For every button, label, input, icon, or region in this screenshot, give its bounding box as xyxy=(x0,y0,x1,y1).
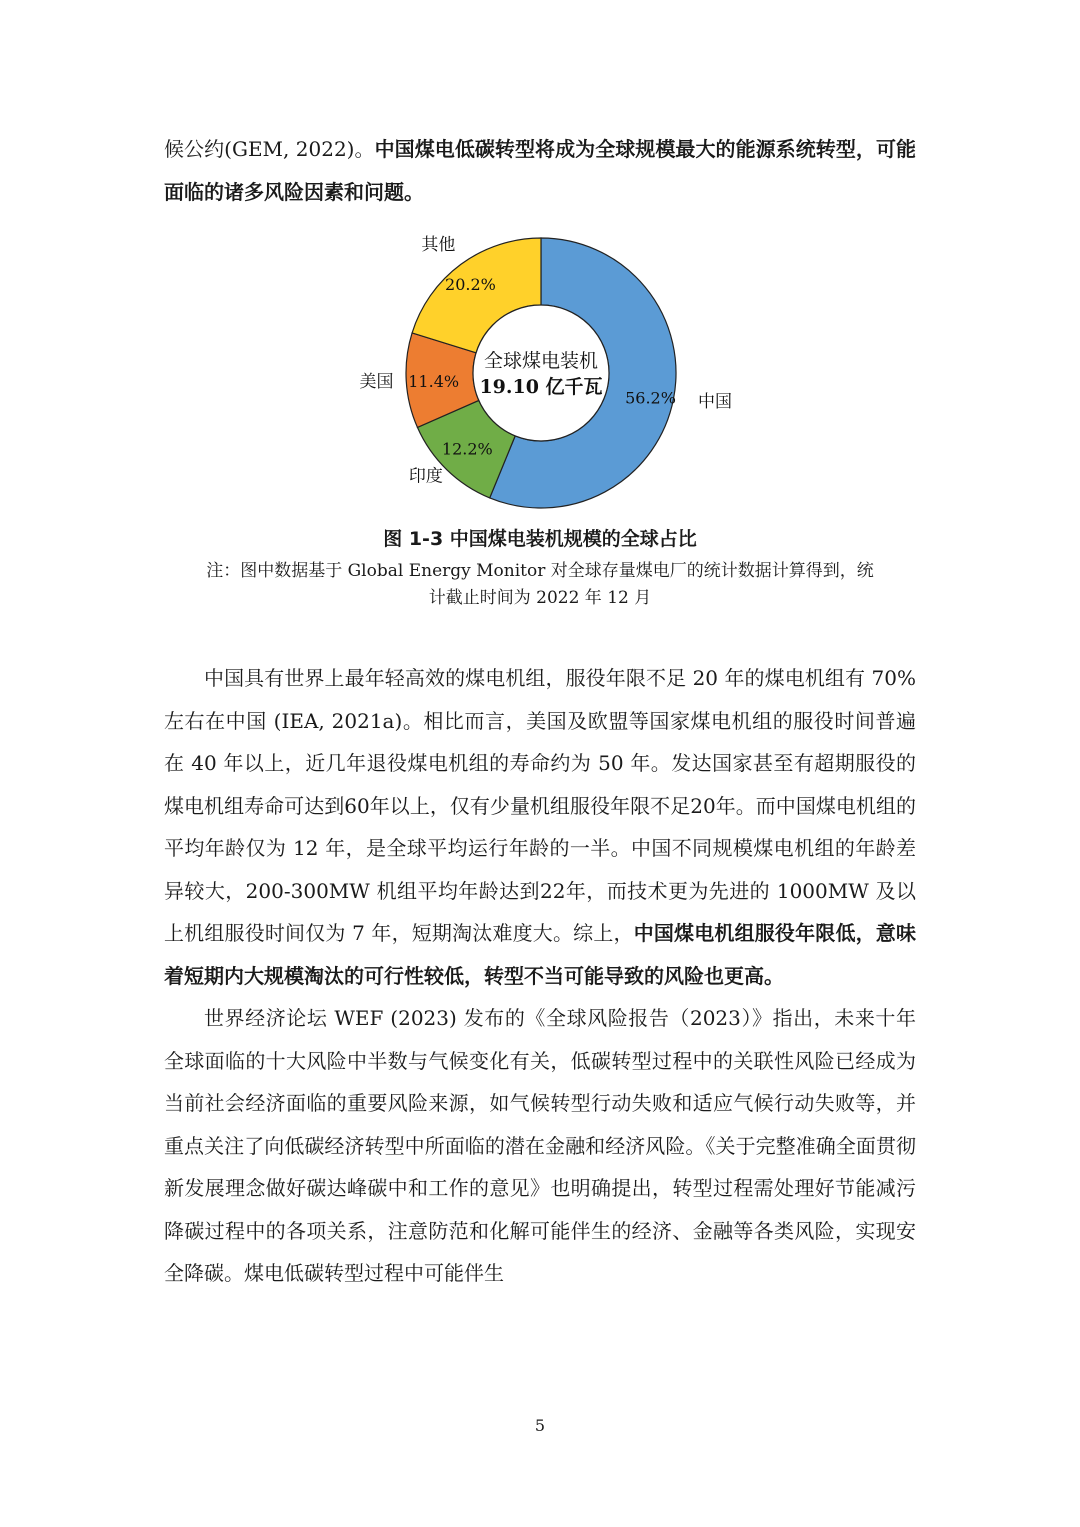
body-p1-normal: 中国具有世界上最年轻高效的煤电机组，服役年限不足 20 年的煤电机组有 70%左右在中国 (IEA, 2021a)。相比而言，美国及欧盟等国家煤电机组的服役时间普遍在 40 年以上，近几年退役煤电机组的寿命约为 50 年。发达国家甚至有超期服役的煤电机组寿命可达到60年以上，仅有少量机组服役年限不足20年。而中国煤电机组的平均年龄仅为 12 年，是全球平均运行年龄的一半。中国不同规模煤电机组的年龄差异较大，200-300MW 机组平均年龄达到22年，而技术更为先进的 1000MW 及以上机组服役时间仅为 7 年，短期淘汰难度大。综上， xyxy=(164,666,916,945)
slice-percent-label: 20.2% xyxy=(445,275,496,295)
body-p1-bold: 中国煤电机组服役年限低，意味着短期内大规模淘汰的可行性较低，转型不当可能导致的风险也更高。 xyxy=(164,921,916,988)
body-paragraph-2: 世界经济论坛 WEF (2023) 发布的《全球风险报告（2023）》指出，未来十年全球面临的十大风险中半数与气候变化有关，低碳转型过程中的关联性风险已经成为当前社会经济面临的重要风险来源，如气候转型行动失败和适应气候行动失败等，并重点关注了向低碳经济转型中所面临的潜在金融和经济风险。《关于完整准确全面贯彻新发展理念做好碳达峰碳中和工作的意见》也明确提出，转型过程需处理好节能减污降碳过程中的各项关系，注意防范和化解可能伴生的经济、金融等各类风险，实现安全降碳。煤电低碳转型过程中可能伴生 xyxy=(164,1006,916,1285)
slice-name-label: 美国 xyxy=(359,372,394,393)
intro-bold-text: 中国煤电低碳转型将成为全球规模最大的能源系统转型，可能面临的诸多风险因素和问题。 xyxy=(164,137,917,204)
center-label-line2: 19.10 亿千瓦 xyxy=(479,376,603,398)
slice-percent-label: 12.2% xyxy=(441,439,493,459)
body-paragraph-1 xyxy=(164,657,916,997)
slice-percent-label: 56.2% xyxy=(625,388,676,408)
figure-note-line2: 计截止时间为 2022 年 12 月 xyxy=(428,588,652,608)
intro-normal-text: 候公约(GEM, 2022)。 xyxy=(164,137,375,161)
donut-hole xyxy=(473,305,609,441)
slice-name-label: 印度 xyxy=(408,466,443,487)
donut-chart-figure xyxy=(164,231,916,521)
slice-percent-label: 11.4% xyxy=(408,371,460,391)
slice-name-label: 中国 xyxy=(698,392,733,413)
page-number: 5 xyxy=(534,1416,546,1435)
figure-note xyxy=(164,558,916,612)
donut-chart xyxy=(164,231,916,521)
center-label-line1: 全球煤电装机 xyxy=(483,350,599,372)
body-text xyxy=(164,657,916,1295)
figure-note-line1: 注：图中数据基于 Global Energy Monitor 对全球存量煤电厂的统计数据计算得到，统 xyxy=(206,561,874,581)
figure-caption: 图 1-3 中国煤电装机规模的全球占比 xyxy=(383,528,697,550)
intro-paragraph xyxy=(164,128,916,214)
slice-name-label: 其他 xyxy=(421,235,456,256)
document-page xyxy=(164,128,917,1285)
